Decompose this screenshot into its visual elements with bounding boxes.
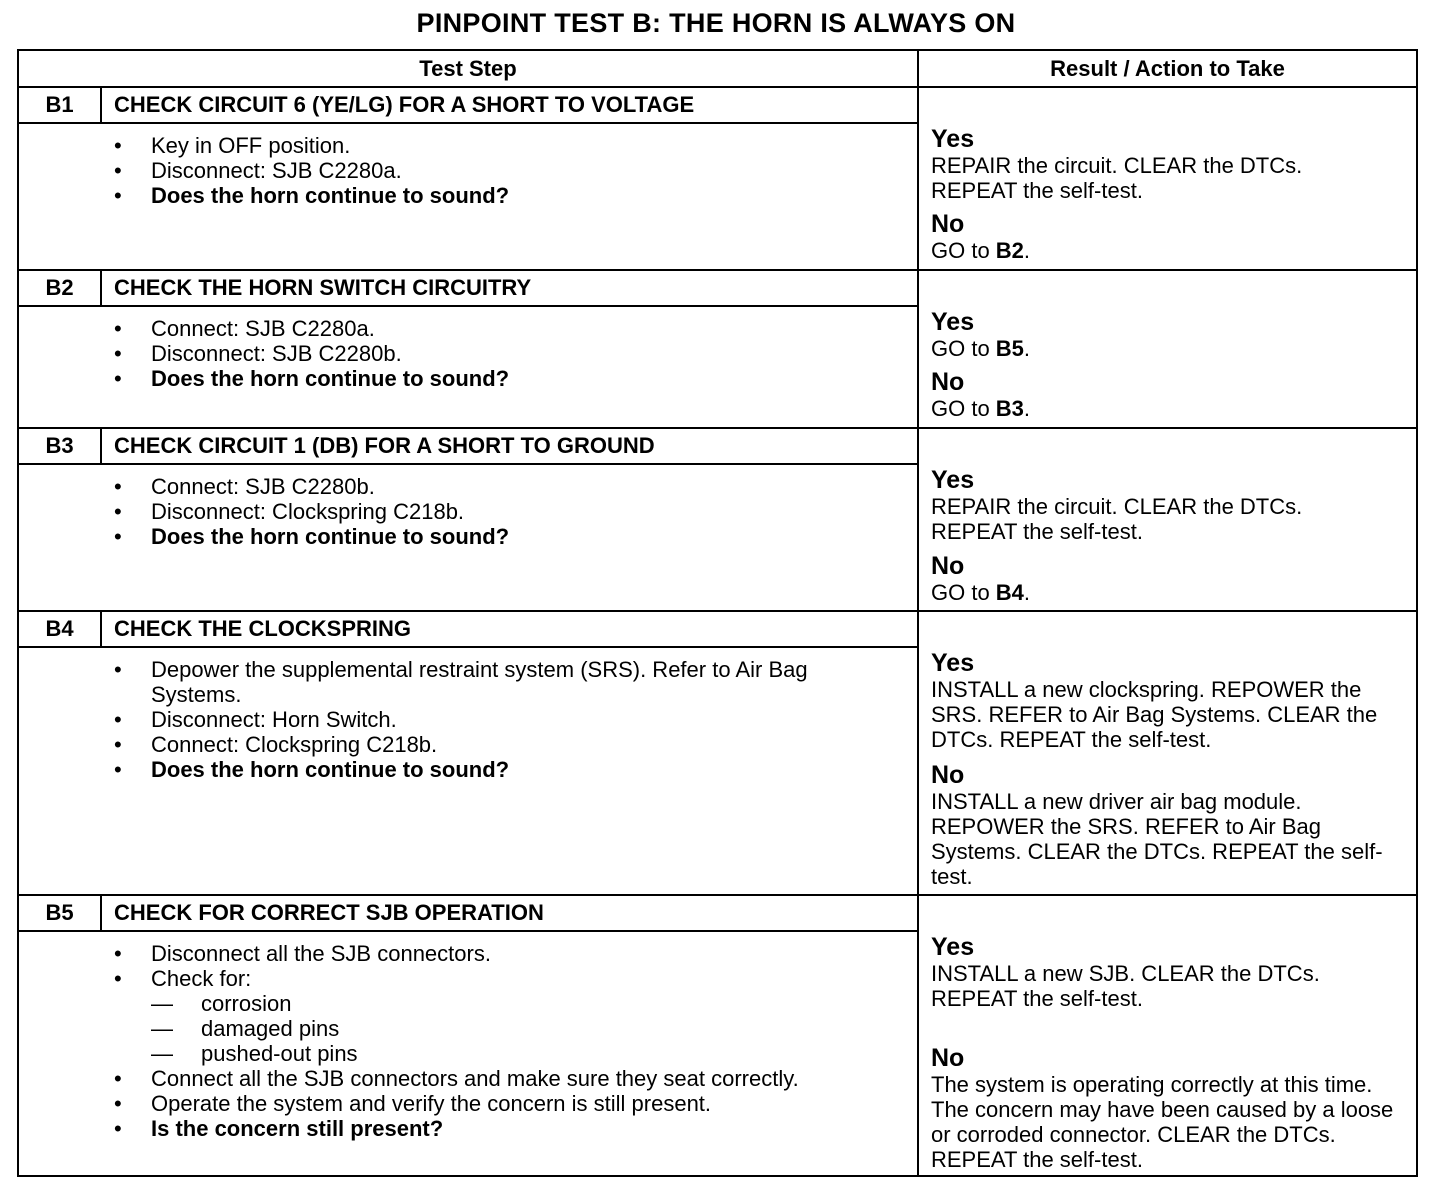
list-item: • Connect: SJB C2280b. — [114, 474, 375, 499]
list-item-question: • Does the horn continue to sound? — [114, 524, 510, 549]
step-b1-result-cell — [919, 88, 1416, 269]
step-b4 — [19, 612, 1416, 896]
result-yes — [931, 467, 1410, 544]
step-b3-test-cell — [19, 429, 919, 610]
step-title: CHECK THE CLOCKSPRING — [102, 612, 917, 648]
no-label: No — [931, 210, 965, 238]
result-no — [931, 369, 1410, 421]
list-item: • Depower the supplemental restraint system (SRS). Refer to Air Bag Systems. — [114, 657, 808, 707]
yes-label: Yes — [931, 649, 975, 677]
pinpoint-test-table — [17, 49, 1418, 1177]
list-item: • Operate the system and verify the concern is still present. — [114, 1091, 712, 1116]
result-no — [931, 1045, 1410, 1172]
result-no — [931, 553, 1410, 605]
step-b2-test-cell — [19, 271, 919, 427]
step-b3-result-cell — [919, 429, 1416, 610]
step-bullets — [19, 474, 917, 549]
no-action: GO to B3. — [931, 396, 1031, 421]
yes-label: Yes — [931, 125, 975, 153]
sub-list-item: — pushed-out pins — [151, 1041, 358, 1066]
sub-list-item: — damaged pins — [151, 1016, 340, 1041]
no-label: No — [931, 1044, 965, 1072]
step-bullets — [19, 657, 847, 782]
result-yes — [931, 650, 1410, 752]
step-b5 — [19, 896, 1416, 1175]
step-title: CHECK THE HORN SWITCH CIRCUITRY — [102, 271, 917, 307]
step-b4-test-cell — [19, 612, 919, 894]
list-item: • Disconnect: Horn Switch. — [114, 707, 397, 732]
list-item: • Connect: Clockspring C218b. — [114, 732, 438, 757]
step-id: B2 — [19, 271, 102, 307]
result-yes — [931, 126, 1410, 203]
list-item: • Check for: — [114, 966, 252, 991]
list-item-question: • Does the horn continue to sound? — [114, 183, 510, 208]
no-label: No — [931, 761, 965, 789]
step-b1-test-cell — [19, 88, 919, 269]
no-action: The system is operating correctly at this time. The concern may have been caused by a loose or corroded connector. CLEAR the DTCs. REPEAT the self-test. — [931, 1072, 1394, 1172]
no-label: No — [931, 552, 965, 580]
result-header: Result / Action to Take — [1050, 56, 1285, 81]
list-item: • Disconnect all the SJB connectors. — [114, 941, 491, 966]
step-id: B1 — [19, 88, 102, 124]
yes-action: REPAIR the circuit. CLEAR the DTCs. REPEAT the self-test. — [931, 494, 1303, 544]
step-bullets — [19, 941, 827, 1141]
step-id: B4 — [19, 612, 102, 648]
step-title: CHECK FOR CORRECT SJB OPERATION — [102, 896, 917, 932]
step-b4-result-cell — [919, 612, 1416, 894]
yes-action: INSTALL a new SJB. CLEAR the DTCs. REPEAT the self-test. — [931, 961, 1320, 1011]
step-b5-test-cell — [19, 896, 919, 1175]
list-item: • Connect all the SJB connectors and make sure they seat correctly. — [114, 1066, 799, 1091]
step-title: CHECK CIRCUIT 6 (YE/LG) FOR A SHORT TO VOLTAGE — [102, 88, 917, 124]
list-item: • Key in OFF position. — [114, 133, 351, 158]
result-no — [931, 211, 1410, 263]
yes-label: Yes — [931, 308, 975, 336]
no-action: INSTALL a new driver air bag module. REPOWER the SRS. REFER to Air Bag Systems. CLEAR the DTCs. REPEAT the self-test. — [931, 789, 1383, 889]
step-id: B3 — [19, 429, 102, 465]
no-action: GO to B2. — [931, 238, 1031, 263]
yes-action: GO to B5. — [931, 336, 1031, 361]
yes-action: INSTALL a new clockspring. REPOWER the SRS. REFER to Air Bag Systems. CLEAR the DTCs. REPEAT the self-test. — [931, 677, 1378, 752]
result-no — [931, 762, 1410, 889]
result-yes — [931, 934, 1410, 1011]
sub-list-item: — corrosion — [151, 991, 292, 1016]
test-step-header: Test Step — [19, 51, 919, 86]
step-bullets — [19, 133, 917, 208]
list-item-question: • Is the concern still present? — [114, 1116, 444, 1141]
table-header — [19, 51, 1416, 88]
step-b2 — [19, 271, 1416, 429]
step-b1 — [19, 88, 1416, 271]
list-item-question: • Does the horn continue to sound? — [114, 757, 510, 782]
list-item: • Connect: SJB C2280a. — [114, 316, 375, 341]
no-action: GO to B4. — [931, 580, 1031, 605]
result-yes — [931, 309, 1410, 361]
list-item: • Disconnect: Clockspring C218b. — [114, 499, 465, 524]
yes-action: REPAIR the circuit. CLEAR the DTCs. REPEAT the self-test. — [931, 153, 1303, 203]
list-item-question: • Does the horn continue to sound? — [114, 366, 510, 391]
step-b3 — [19, 429, 1416, 612]
no-label: No — [931, 368, 965, 396]
yes-label: Yes — [931, 933, 975, 961]
page-title: PINPOINT TEST B: THE HORN IS ALWAYS ON — [416, 8, 1016, 38]
step-b5-result-cell — [919, 896, 1416, 1175]
step-title: CHECK CIRCUIT 1 (DB) FOR A SHORT TO GROUND — [102, 429, 917, 465]
list-item: • Disconnect: SJB C2280a. — [114, 158, 402, 183]
step-b2-result-cell — [919, 271, 1416, 427]
list-item: • Disconnect: SJB C2280b. — [114, 341, 402, 366]
yes-label: Yes — [931, 466, 975, 494]
step-bullets — [19, 316, 917, 391]
step-id: B5 — [19, 896, 102, 932]
